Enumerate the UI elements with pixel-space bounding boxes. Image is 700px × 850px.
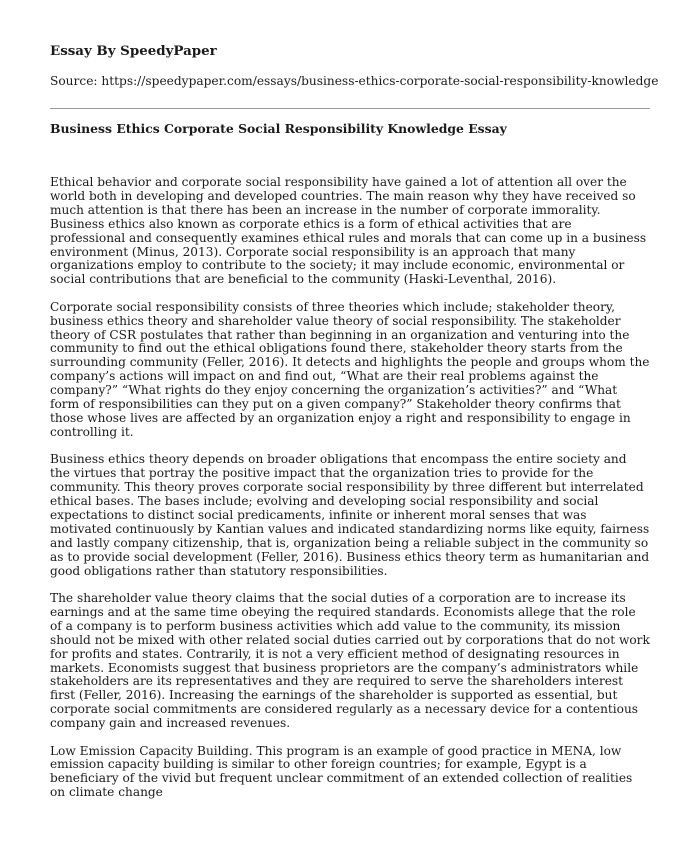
paragraph-1: Ethical behavior and corporate social responsibility have gained a lot of attention all over the world both in developing and developed countries. The main reason why they have received so much attention is that there has been an increase in the number of corporate immorality. Business ethics also known as corporate ethics is a form of ethical activities that are professional and consequently examines ethical rules and morals that can come up in a business environment (Minus, 2013). Corporate social responsibility is an approach that many organizations employ to contribute to the society; it may include economic, environmental or social contributions that are beneficial to the community (Haski-Leventhal, 2016). [50,175,647,287]
divider [50,108,650,109]
essay-title: Business Ethics Corporate Social Responsibility Knowledge Essay [50,121,507,136]
brand-heading: Essay By SpeedyPaper [50,43,217,59]
paragraph-5: Low Emission Capacity Building. This program is an example of good practice in MENA, low emission capacity building is similar to other foreign countries; for example, Egypt is a beneficiary of the vivid but frequent unclear commitment of an extended collection of realities on climate change [50,743,633,800]
source-line: Source: https://speedypaper.com/essays/business-ethics-corporate-social-responsibility-knowledge [50,74,659,88]
essay-body [50,176,650,800]
paragraph-2: Corporate social responsibility consists of three theories which include; stakeholder theory, business ethics theory and shareholder value theory of social responsibility. The stakeholder theory of CSR postulates that rather than beginning in an organization and venturing into the community to find out the ethical obligations found there, stakeholder theory starts from the surrounding community (Feller, 2016). It detects and highlights the people and groups whom the company’s actions will impact on and find out, “What are their real problems against the company?” “What rights do they enjoy concerning the organization’s activities?” and “What form of responsibilities can they put on a given company?” Stakeholder theory confirms that those whose lives are affected by an organization enjoy a right and responsibility to engage in controlling it. [50,299,650,439]
paragraph-4: The shareholder value theory claims that the social duties of a corporation are to increase its earnings and at the same time obeying the required standards. Economists allege that the role of a company is to perform business activities which add value to the community, its mission should not be mixed with other related social duties carried out by corporations that do not work for profits and states. Contrarily, it is not a very efficient method of designating resources in markets. Economists suggest that business proprietors are the company’s administrators while stakeholders are its representatives and they are required to serve the shareholders interest first (Feller, 2016). Increasing the earnings of the shareholder is supported as essential, but corporate social commitments are considered regularly as a necessary device for a contentious company gain and increased revenues. [50,590,650,731]
paragraph-3: Business ethics theory depends on broader obligations that encompass the entire society and the virtues that portray the positive impact that the organization tries to provide for the community. This theory proves corporate social responsibility by three different but interrelated ethical bases. The bases include; evolving and developing social responsibility and social expectations to distinct social predicaments, infinite or inherent moral senses that was motivated continuously by Kantian values and indicated standardizing norms like equity, fairness and lastly company citizenship, that is, organization being a reliable subject in the community so as to provide social development (Feller, 2016). Business ethics theory term as humanitarian and good obligations rather than statutory responsibilities. [50,452,650,578]
